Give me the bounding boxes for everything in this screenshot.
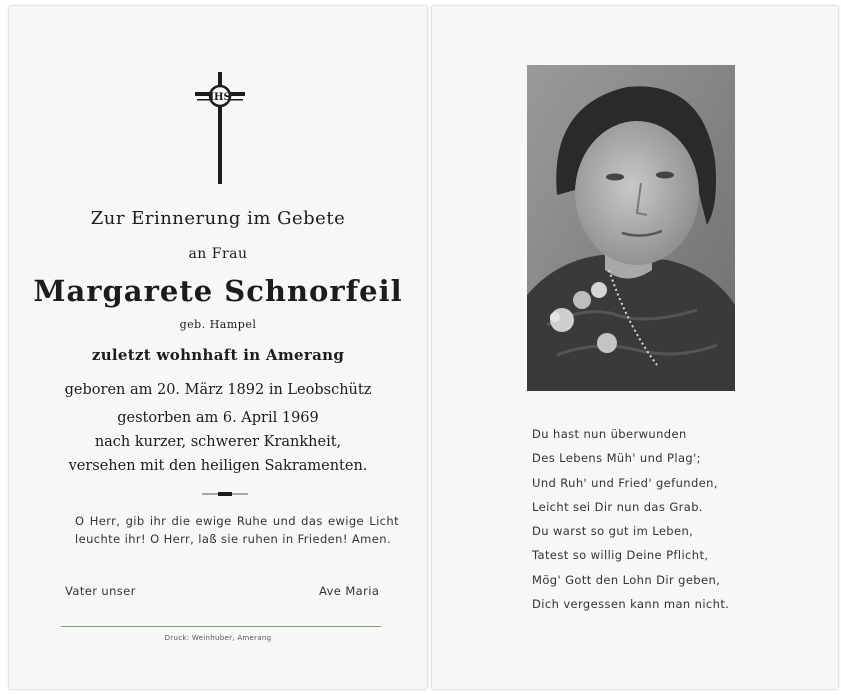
vater-unser: Vater unser [65, 584, 136, 598]
printer-credit: Druck: Weinhuber, Amerang [164, 634, 272, 642]
death-info: gestorben am 6. April 1969 [117, 410, 319, 426]
deceased-name: Margarete Schnorfeil [33, 274, 403, 308]
residence: zuletzt wohnhaft in Amerang [91, 346, 345, 364]
poem-line: Du warst so gut im Leben, [532, 524, 694, 539]
birth-info: geboren am 20. März 1892 in Leobschütz [64, 382, 372, 398]
poem-line: Des Lebens Müh' und Plag'; [532, 451, 701, 466]
poem-line: Tatest so willig Deine Pflicht, [532, 548, 709, 563]
poem-line: Du hast nun überwunden [532, 427, 687, 441]
left-page [9, 6, 427, 689]
poem-line: Dich vergessen kann man nicht. [532, 597, 730, 612]
birth-name: geb. Hampel [179, 318, 257, 331]
poem-line: Leicht sei Dir nun das Grab. [532, 499, 703, 514]
poem [532, 422, 729, 616]
right-page [432, 6, 838, 689]
poem-line: Mög' Gott den Lohn Dir geben, [532, 572, 721, 587]
poem-line: Und Ruh' und Fried' gefunden, [532, 475, 718, 490]
sacraments-info: versehen mit den heiligen Sakramenten. [68, 458, 368, 474]
footer-rule [61, 626, 381, 627]
prayer-text: O Herr, gib ihr die ewige Ruhe und das ewige Licht leuchte ihr! O Herr, laß sie ruhen in Frieden! Amen. [75, 514, 399, 546]
cross-icon [195, 72, 245, 184]
ornament-divider [202, 492, 248, 496]
illness-info: nach kurzer, schwerer Krankheit, [94, 434, 342, 450]
memorial-heading: Zur Erinnerung im Gebete [90, 208, 346, 229]
cross-monogram: IHS [209, 92, 231, 103]
ave-maria: Ave Maria [319, 584, 380, 598]
salutation: an Frau [188, 246, 248, 262]
portrait-photo [527, 65, 735, 391]
